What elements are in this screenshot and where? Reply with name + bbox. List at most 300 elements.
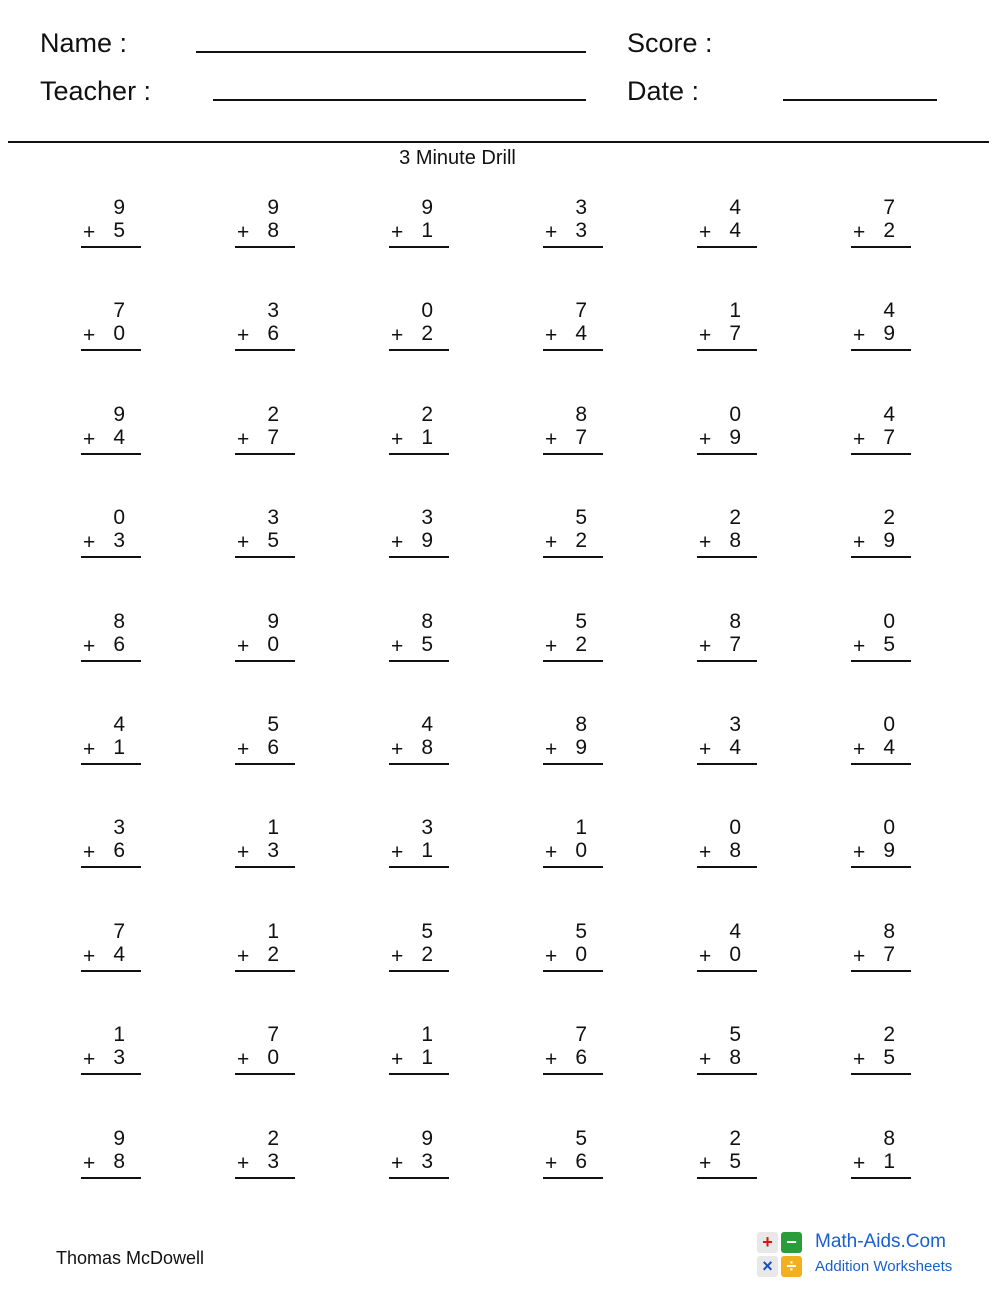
bottom-addend: 4 [883,736,895,759]
plus-sign: + [699,635,712,658]
plus-sign: + [237,221,250,244]
plus-sign: + [391,324,404,347]
plus-sign: + [699,1152,712,1175]
addition-problem [697,1024,759,1080]
plus-sign: + [853,428,866,451]
addition-problem [543,507,605,563]
plus-sign: + [853,841,866,864]
bottom-addend: 0 [729,943,741,966]
addition-problem [235,817,297,873]
bottom-addend: 8 [729,839,741,862]
top-addend: 3 [575,196,587,219]
addition-problem [389,714,451,770]
brand-name: Math-Aids.Com [815,1231,946,1252]
plus-sign: + [545,1152,558,1175]
answer-line [543,556,603,558]
brand-subtitle: Addition Worksheets [815,1258,953,1275]
top-addend: 0 [729,403,741,426]
bottom-addend: 6 [267,736,279,759]
plus-sign: + [699,324,712,347]
top-addend: 0 [883,713,895,736]
plus-sign: + [699,945,712,968]
top-addend: 0 [883,610,895,633]
answer-line [235,556,295,558]
answer-line [851,660,911,662]
bottom-addend: 8 [267,219,279,242]
plus-sign: + [699,531,712,554]
answer-line [389,970,449,972]
bottom-addend: 0 [267,1046,279,1069]
addition-problem [697,300,759,356]
bottom-addend: 2 [267,943,279,966]
top-addend: 0 [421,299,433,322]
addition-problem [697,714,759,770]
bottom-addend: 0 [113,322,125,345]
bottom-addend: 1 [421,839,433,862]
plus-sign: + [545,428,558,451]
top-addend: 5 [267,713,279,736]
addition-problem [851,1024,913,1080]
plus-sign: + [83,945,96,968]
addition-problem [389,404,451,460]
addition-problem [851,921,913,977]
top-addend: 9 [113,196,125,219]
header-divider [8,141,989,143]
answer-line [235,970,295,972]
top-addend: 7 [883,196,895,219]
addition-problem [543,817,605,873]
addition-problem [697,404,759,460]
addition-problem [389,300,451,356]
addition-problem [697,611,759,667]
bottom-addend: 5 [729,1150,741,1173]
bottom-addend: 1 [421,1046,433,1069]
plus-sign: + [699,428,712,451]
answer-line [697,453,757,455]
addition-problem [235,714,297,770]
top-addend: 5 [575,1127,587,1150]
plus-sign: + [391,841,404,864]
top-addend: 1 [113,1023,125,1046]
top-addend: 3 [421,506,433,529]
plus-sign: + [237,738,250,761]
bottom-addend: 0 [575,839,587,862]
answer-line [851,1073,911,1075]
answer-line [543,660,603,662]
top-addend: 9 [267,196,279,219]
addition-problem [235,507,297,563]
top-addend: 4 [883,299,895,322]
top-addend: 4 [729,196,741,219]
answer-line [697,866,757,868]
answer-line [543,763,603,765]
top-addend: 1 [729,299,741,322]
top-addend: 3 [421,816,433,839]
answer-line [389,866,449,868]
addition-problem [81,714,143,770]
top-addend: 3 [113,816,125,839]
name-blank-line [196,51,586,53]
top-addend: 7 [113,920,125,943]
plus-sign: + [545,841,558,864]
addition-problem [81,921,143,977]
answer-line [697,1073,757,1075]
bottom-addend: 6 [113,839,125,862]
bottom-addend: 4 [729,736,741,759]
answer-line [543,1177,603,1179]
answer-line [851,866,911,868]
answer-line [389,349,449,351]
addition-problem [81,507,143,563]
top-addend: 7 [575,299,587,322]
top-addend: 5 [575,506,587,529]
top-addend: 2 [729,1127,741,1150]
top-addend: 0 [883,816,895,839]
top-addend: 5 [421,920,433,943]
bottom-addend: 9 [729,426,741,449]
plus-sign: + [237,841,250,864]
top-addend: 3 [267,506,279,529]
answer-line [81,660,141,662]
plus-sign: + [237,635,250,658]
plus-sign: + [83,531,96,554]
addition-problem [851,1128,913,1184]
addition-problem [543,714,605,770]
addition-problem [851,300,913,356]
answer-line [81,349,141,351]
bottom-addend: 3 [267,839,279,862]
bottom-addend: 5 [267,529,279,552]
addition-problem [543,300,605,356]
plus-sign: + [83,1048,96,1071]
plus-sign: + [83,221,96,244]
answer-line [697,660,757,662]
bottom-addend: 7 [729,633,741,656]
bottom-addend: 4 [575,322,587,345]
bottom-addend: 5 [883,1046,895,1069]
bottom-addend: 2 [421,943,433,966]
addition-problem [235,1024,297,1080]
bottom-addend: 7 [883,943,895,966]
teacher-label: Teacher : [40,76,152,106]
answer-line [389,556,449,558]
plus-sign: + [83,428,96,451]
addition-problem [389,197,451,253]
answer-line [81,1073,141,1075]
answer-line [543,453,603,455]
answer-line [81,453,141,455]
answer-line [697,556,757,558]
top-addend: 8 [421,610,433,633]
addition-problem [81,817,143,873]
plus-sign: + [545,738,558,761]
plus-sign: + [545,635,558,658]
name-label: Name : [40,28,128,58]
top-addend: 8 [575,713,587,736]
author-name: Thomas McDowell [56,1248,205,1268]
addition-problem [235,404,297,460]
answer-line [81,866,141,868]
plus-sign: + [391,635,404,658]
addition-problem [697,817,759,873]
plus-sign: + [545,324,558,347]
top-addend: 2 [267,1127,279,1150]
plus-sign: + [545,1048,558,1071]
bottom-addend: 6 [575,1046,587,1069]
answer-line [235,660,295,662]
answer-line [235,453,295,455]
top-addend: 1 [575,816,587,839]
addition-problem [543,1024,605,1080]
addition-problem [389,507,451,563]
addition-problem [851,507,913,563]
plus-sign: + [83,738,96,761]
top-addend: 2 [883,506,895,529]
plus-sign: + [853,324,866,347]
bottom-addend: 2 [883,219,895,242]
times-icon: × [757,1256,778,1277]
bottom-addend: 5 [421,633,433,656]
bottom-addend: 6 [267,322,279,345]
bottom-addend: 1 [113,736,125,759]
top-addend: 2 [421,403,433,426]
addition-problem [543,611,605,667]
plus-sign: + [391,1048,404,1071]
top-addend: 9 [267,610,279,633]
addition-problem [543,404,605,460]
addition-problem [543,197,605,253]
bottom-addend: 3 [267,1150,279,1173]
addition-problem [235,300,297,356]
score-label: Score : [627,28,713,58]
plus-sign: + [699,1048,712,1071]
top-addend: 7 [575,1023,587,1046]
addition-problem [389,1128,451,1184]
bottom-addend: 2 [421,322,433,345]
bottom-addend: 7 [267,426,279,449]
addition-problem [81,1024,143,1080]
answer-line [389,763,449,765]
answer-line [697,970,757,972]
addition-problem [81,300,143,356]
answer-line [389,1177,449,1179]
plus-sign: + [391,221,404,244]
top-addend: 8 [729,610,741,633]
bottom-addend: 8 [729,529,741,552]
bottom-addend: 0 [267,633,279,656]
answer-line [851,970,911,972]
answer-line [851,1177,911,1179]
answer-line [543,866,603,868]
top-addend: 8 [113,610,125,633]
plus-sign: + [237,324,250,347]
bottom-addend: 9 [883,529,895,552]
drill-title: 3 Minute Drill [399,147,516,169]
answer-line [851,246,911,248]
addition-problem [235,197,297,253]
bottom-addend: 6 [113,633,125,656]
answer-line [697,349,757,351]
divide-icon: ÷ [781,1256,802,1277]
answer-line [389,246,449,248]
bottom-addend: 0 [575,943,587,966]
addition-problem [81,197,143,253]
answer-line [851,349,911,351]
bottom-addend: 9 [421,529,433,552]
answer-line [389,1073,449,1075]
bottom-addend: 4 [113,426,125,449]
addition-problem [81,1128,143,1184]
plus-sign: + [545,531,558,554]
addition-problem [81,611,143,667]
answer-line [543,1073,603,1075]
addition-problem [851,817,913,873]
answer-line [543,970,603,972]
answer-line [389,660,449,662]
bottom-addend: 2 [575,633,587,656]
top-addend: 8 [883,920,895,943]
plus-sign: + [853,1152,866,1175]
bottom-addend: 1 [421,426,433,449]
top-addend: 4 [113,713,125,736]
plus-sign: + [391,945,404,968]
plus-sign: + [853,945,866,968]
addition-problem [389,921,451,977]
bottom-addend: 8 [421,736,433,759]
plus-sign: + [699,841,712,864]
plus-sign: + [545,945,558,968]
plus-sign: + [237,1048,250,1071]
answer-line [697,246,757,248]
plus-sign: + [391,1152,404,1175]
addition-problem [851,714,913,770]
bottom-addend: 2 [575,529,587,552]
top-addend: 5 [575,610,587,633]
addition-problem [697,507,759,563]
top-addend: 4 [883,403,895,426]
answer-line [235,349,295,351]
answer-line [81,763,141,765]
top-addend: 8 [883,1127,895,1150]
addition-problem [697,197,759,253]
answer-line [81,1177,141,1179]
bottom-addend: 5 [113,219,125,242]
addition-problem [697,921,759,977]
bottom-addend: 8 [113,1150,125,1173]
top-addend: 2 [729,506,741,529]
plus-sign: + [853,1048,866,1071]
plus-sign: + [545,221,558,244]
minus-icon: − [781,1232,802,1253]
bottom-addend: 5 [883,633,895,656]
top-addend: 4 [729,920,741,943]
top-addend: 1 [267,816,279,839]
plus-sign: + [237,531,250,554]
top-addend: 2 [267,403,279,426]
math-aids-logo-icon [757,1232,803,1278]
answer-line [851,763,911,765]
top-addend: 3 [267,299,279,322]
answer-line [389,453,449,455]
addition-problem [235,611,297,667]
plus-sign: + [83,1152,96,1175]
plus-sign: + [853,531,866,554]
top-addend: 8 [575,403,587,426]
addition-problem [389,817,451,873]
plus-sign: + [391,428,404,451]
addition-problem [235,1128,297,1184]
bottom-addend: 3 [421,1150,433,1173]
plus-sign: + [237,945,250,968]
answer-line [697,1177,757,1179]
top-addend: 1 [267,920,279,943]
answer-line [81,970,141,972]
plus-sign: + [391,738,404,761]
answer-line [235,866,295,868]
plus-sign: + [853,635,866,658]
top-addend: 0 [113,506,125,529]
plus-sign: + [83,841,96,864]
plus-sign: + [391,531,404,554]
top-addend: 9 [113,1127,125,1150]
bottom-addend: 4 [113,943,125,966]
top-addend: 5 [729,1023,741,1046]
plus-sign: + [699,221,712,244]
bottom-addend: 8 [729,1046,741,1069]
date-label: Date : [627,76,700,106]
bottom-addend: 4 [729,219,741,242]
bottom-addend: 1 [421,219,433,242]
bottom-addend: 3 [113,1046,125,1069]
date-blank-line [783,99,937,101]
answer-line [851,556,911,558]
addition-problem [389,1024,451,1080]
plus-sign: + [237,428,250,451]
bottom-addend: 9 [883,322,895,345]
bottom-addend: 9 [575,736,587,759]
problem-grid [0,197,1000,1197]
plus-icon: + [757,1232,778,1253]
addition-problem [851,611,913,667]
top-addend: 9 [421,1127,433,1150]
plus-sign: + [853,738,866,761]
top-addend: 4 [421,713,433,736]
bottom-addend: 7 [575,426,587,449]
answer-line [81,556,141,558]
addition-problem [697,1128,759,1184]
bottom-addend: 6 [575,1150,587,1173]
answer-line [851,453,911,455]
addition-problem [543,1128,605,1184]
top-addend: 3 [729,713,741,736]
answer-line [235,763,295,765]
top-addend: 0 [729,816,741,839]
addition-problem [543,921,605,977]
addition-problem [851,404,913,460]
bottom-addend: 3 [113,529,125,552]
top-addend: 7 [113,299,125,322]
answer-line [543,349,603,351]
answer-line [81,246,141,248]
answer-line [235,1177,295,1179]
plus-sign: + [237,1152,250,1175]
answer-line [235,246,295,248]
top-addend: 9 [113,403,125,426]
answer-line [235,1073,295,1075]
bottom-addend: 1 [883,1150,895,1173]
bottom-addend: 7 [883,426,895,449]
teacher-blank-line [213,99,586,101]
